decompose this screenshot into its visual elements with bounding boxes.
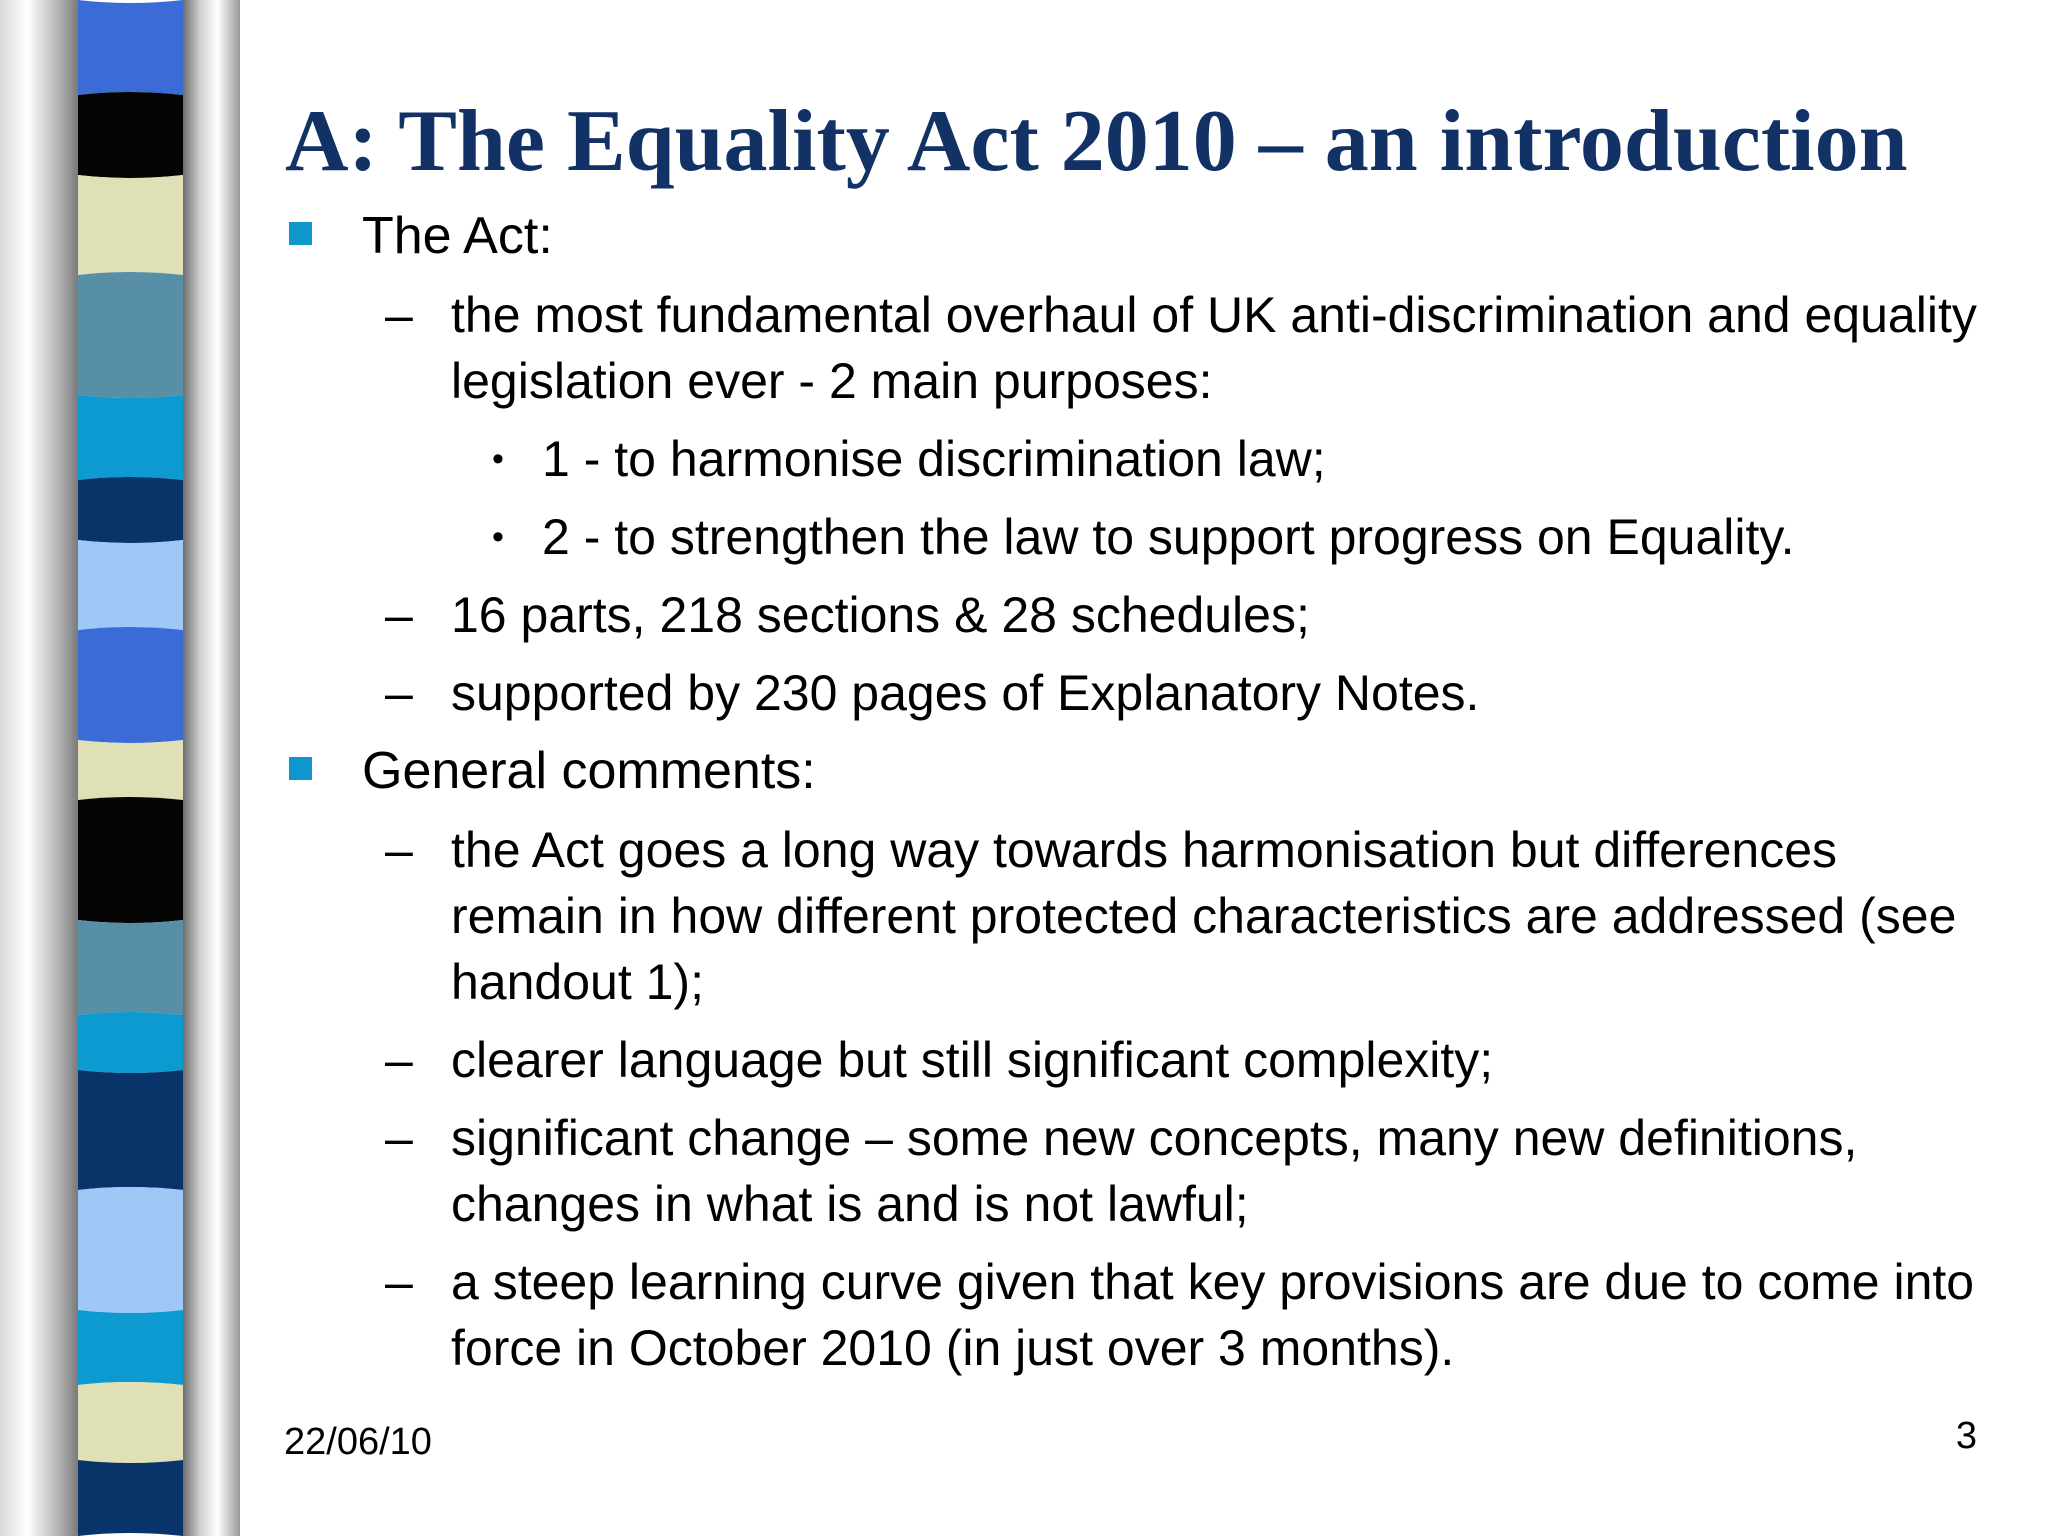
sub-bullet-text: significant change – some new concepts, many new definitions, changes in what is and is not lawful; bbox=[451, 1110, 1858, 1232]
decorative-band bbox=[78, 272, 183, 398]
sub-sub-bullet bbox=[285, 426, 2000, 492]
dot-bullet-icon: • bbox=[492, 440, 504, 478]
decorative-band bbox=[78, 1310, 183, 1385]
bullet-text: The Act: bbox=[362, 207, 553, 265]
sub-bullet-text: the Act goes a long way towards harmonisation but differences remain in how different protected characteristics are addressed (see handout 1); bbox=[451, 822, 1957, 1010]
slide-content bbox=[285, 203, 2000, 1393]
dash-bullet-icon: – bbox=[385, 1032, 413, 1088]
sub-bullet bbox=[285, 1027, 2000, 1093]
dash-bullet-icon: – bbox=[385, 665, 413, 721]
decorative-band bbox=[78, 1382, 183, 1463]
square-bullet-icon bbox=[289, 757, 312, 780]
sub-sub-bullet-text: 2 - to strengthen the law to support progress on Equality. bbox=[542, 509, 1795, 565]
decorative-band bbox=[78, 0, 183, 95]
sub-bullet bbox=[285, 282, 2000, 414]
sub-bullet-text: the most fundamental overhaul of UK anti-discrimination and equality legislation ever - 2 main purposes: bbox=[451, 287, 1977, 409]
sub-bullet bbox=[285, 660, 2000, 726]
decorative-band bbox=[78, 1460, 183, 1536]
dash-bullet-icon: – bbox=[385, 287, 413, 343]
bullet-the-act bbox=[285, 203, 2000, 269]
sub-bullet-text: 16 parts, 218 sections & 28 schedules; bbox=[451, 587, 1310, 643]
dash-bullet-icon: – bbox=[385, 1110, 413, 1166]
decorative-band bbox=[78, 477, 183, 543]
decorative-band bbox=[78, 920, 183, 1015]
square-bullet-icon bbox=[289, 222, 312, 245]
sub-bullet bbox=[285, 817, 2000, 1015]
slide-page-number: 3 bbox=[1955, 1415, 1977, 1457]
decorative-band bbox=[78, 1187, 183, 1313]
decorative-side-strip bbox=[0, 0, 240, 1536]
decorative-band bbox=[78, 540, 183, 630]
bullet-text: General comments: bbox=[362, 742, 816, 800]
sub-bullet bbox=[285, 1249, 2000, 1381]
decorative-band bbox=[78, 740, 183, 800]
dot-bullet-icon: • bbox=[492, 518, 504, 556]
decorative-band bbox=[78, 1012, 183, 1073]
sub-bullet-text: clearer language but still significant complexity; bbox=[451, 1032, 1494, 1088]
decorative-band bbox=[78, 627, 183, 743]
sub-bullet bbox=[285, 582, 2000, 648]
decorative-band bbox=[78, 395, 183, 480]
slide-date: 22/06/10 bbox=[284, 1421, 432, 1463]
decorative-band bbox=[78, 797, 183, 923]
sub-sub-bullet-text: 1 - to harmonise discrimination law; bbox=[542, 431, 1326, 487]
bullet-general-comments bbox=[285, 738, 2000, 804]
decorative-band bbox=[78, 1070, 183, 1190]
sub-bullet bbox=[285, 1105, 2000, 1237]
decorative-band bbox=[78, 92, 183, 178]
sub-sub-bullet bbox=[285, 504, 2000, 570]
slide-title: A: The Equality Act 2010 – an introduction bbox=[285, 93, 1908, 190]
dash-bullet-icon: – bbox=[385, 822, 413, 878]
dash-bullet-icon: – bbox=[385, 1254, 413, 1310]
sub-bullet-text: supported by 230 pages of Explanatory Notes. bbox=[451, 665, 1480, 721]
sub-bullet-text: a steep learning curve given that key provisions are due to come into force in October 2010 (in just over 3 months). bbox=[451, 1254, 1975, 1376]
decorative-band bbox=[78, 175, 183, 275]
dash-bullet-icon: – bbox=[385, 587, 413, 643]
